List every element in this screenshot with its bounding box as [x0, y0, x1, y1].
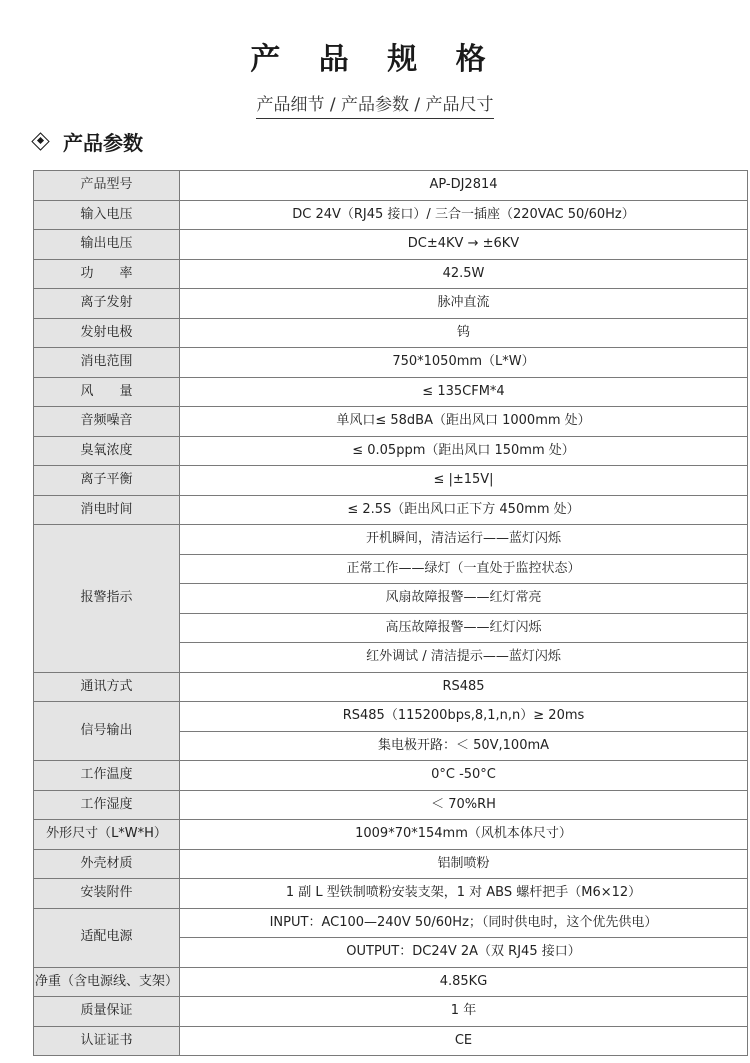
- spec-key: 产品型号: [34, 171, 180, 201]
- spec-value: AP-DJ2814: [180, 171, 748, 201]
- table-row: [34, 525, 748, 555]
- spec-key: 离子平衡: [34, 466, 180, 496]
- table-row: [34, 702, 748, 732]
- spec-key: 安装附件: [34, 879, 180, 909]
- spec-value: 高压故障报警——红灯闪烁: [180, 613, 748, 643]
- subtitle-breadcrumb: 产品细节 / 产品参数 / 产品尺寸: [256, 90, 493, 119]
- spec-key: 认证证书: [34, 1026, 180, 1056]
- spec-value: 风扇故障报警——红灯常亮: [180, 584, 748, 614]
- page-subtitle: [0, 90, 750, 119]
- table-row: [34, 466, 748, 496]
- spec-value: 4.85KG: [180, 967, 748, 997]
- table-row: [34, 849, 748, 879]
- spec-key: 输出电压: [34, 230, 180, 260]
- spec-value: 钨: [180, 318, 748, 348]
- diamond-icon: [34, 135, 47, 148]
- table-row: [34, 171, 748, 201]
- spec-key: 消电时间: [34, 495, 180, 525]
- spec-key: 质量保证: [34, 997, 180, 1027]
- table-row: [34, 259, 748, 289]
- table-row: [34, 495, 748, 525]
- spec-key: 风 量: [34, 377, 180, 407]
- spec-value: RS485（115200bps,8,1,n,n）≥ 20ms: [180, 702, 748, 732]
- spec-value: RS485: [180, 672, 748, 702]
- table-row: [34, 348, 748, 378]
- spec-key: 报警指示: [34, 525, 180, 673]
- spec-key: 净重（含电源线、支架）: [34, 967, 180, 997]
- spec-key: 外壳材质: [34, 849, 180, 879]
- table-row: [34, 967, 748, 997]
- spec-value: 0°C -50°C: [180, 761, 748, 791]
- spec-key: 离子发射: [34, 289, 180, 319]
- spec-key: 音频噪音: [34, 407, 180, 437]
- spec-value: CE: [180, 1026, 748, 1056]
- spec-value: 正常工作——绿灯（一直处于监控状态）: [180, 554, 748, 584]
- table-row: [34, 790, 748, 820]
- spec-value: 750*1050mm（L*W）: [180, 348, 748, 378]
- spec-key: 信号输出: [34, 702, 180, 761]
- table-row: [34, 436, 748, 466]
- spec-value: ≤ 135CFM*4: [180, 377, 748, 407]
- spec-value: 集电极开路：＜ 50V,100mA: [180, 731, 748, 761]
- spec-key: 功 率: [34, 259, 180, 289]
- spec-table: [33, 170, 748, 1056]
- spec-value: OUTPUT：DC24V 2A（双 RJ45 接口）: [180, 938, 748, 968]
- table-row: [34, 908, 748, 938]
- table-row: [34, 230, 748, 260]
- table-row: [34, 879, 748, 909]
- spec-key: 通讯方式: [34, 672, 180, 702]
- page-title: 产 品 规 格: [250, 42, 500, 77]
- table-row: [34, 407, 748, 437]
- table-row: [34, 997, 748, 1027]
- table-row: [34, 1026, 748, 1056]
- spec-value: 开机瞬间，清洁运行——蓝灯闪烁: [180, 525, 748, 555]
- table-row: [34, 377, 748, 407]
- spec-key: 外形尺寸（L*W*H）: [34, 820, 180, 850]
- spec-value: 1 副 L 型铁制喷粉安装支架，1 对 ABS 螺杆把手（M6×12）: [180, 879, 748, 909]
- spec-value: ＜ 70%RH: [180, 790, 748, 820]
- spec-key: 适配电源: [34, 908, 180, 967]
- spec-key: 发射电极: [34, 318, 180, 348]
- spec-value: INPUT：AC100—240V 50/60Hz；（同时供电时，这个优先供电）: [180, 908, 748, 938]
- spec-value: 42.5W: [180, 259, 748, 289]
- spec-value: DC±4KV → ±6KV: [180, 230, 748, 260]
- section-title: 产品参数: [63, 130, 143, 155]
- spec-key: 工作湿度: [34, 790, 180, 820]
- spec-value: 1 年: [180, 997, 748, 1027]
- spec-value: ≤ 0.05ppm（距出风口 150mm 处）: [180, 436, 748, 466]
- spec-key: 臭氧浓度: [34, 436, 180, 466]
- spec-key: 工作温度: [34, 761, 180, 791]
- table-row: [34, 318, 748, 348]
- table-row: [34, 761, 748, 791]
- table-row: [34, 672, 748, 702]
- spec-value: ≤ |±15V|: [180, 466, 748, 496]
- spec-value: 红外调试 / 清洁提示——蓝灯闪烁: [180, 643, 748, 673]
- spec-value: ≤ 2.5S（距出风口正下方 450mm 处）: [180, 495, 748, 525]
- spec-value: DC 24V（RJ45 接口）/ 三合一插座（220VAC 50/60Hz）: [180, 200, 748, 230]
- section-heading: [34, 126, 143, 156]
- table-row: [34, 289, 748, 319]
- table-row: [34, 820, 748, 850]
- spec-value: 铝制喷粉: [180, 849, 748, 879]
- spec-key: 消电范围: [34, 348, 180, 378]
- spec-key: 输入电压: [34, 200, 180, 230]
- table-row: [34, 200, 748, 230]
- spec-value: 脉冲直流: [180, 289, 748, 319]
- spec-value: 1009*70*154mm（风机本体尺寸）: [180, 820, 748, 850]
- spec-value: 单风口≤ 58dBA（距出风口 1000mm 处）: [180, 407, 748, 437]
